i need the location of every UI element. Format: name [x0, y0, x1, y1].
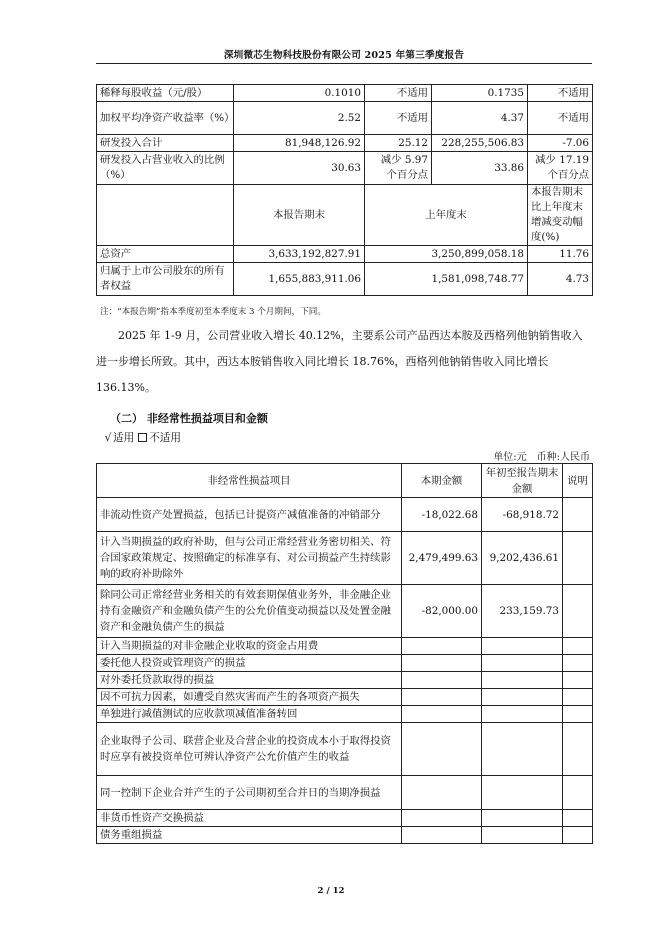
table-cell [563, 706, 593, 723]
table-cell: 4.37 [432, 102, 528, 135]
empty-checkbox-icon [138, 433, 147, 442]
row-label: 加权平均净资产收益率（%） [97, 102, 234, 135]
column-header: 本报告期末比上年度末增减变动幅度(%) [528, 185, 593, 246]
page-number: 2 / 12 [317, 886, 345, 896]
table-cell [402, 706, 482, 723]
table-cell [402, 672, 482, 689]
currency-unit: 单位:元 币种:人民币 [493, 452, 590, 463]
table-row [97, 135, 593, 152]
table-cell: -68,918.72 [482, 498, 563, 532]
table-cell [402, 655, 482, 672]
table-cell [563, 532, 593, 585]
table-cell [563, 655, 593, 672]
table-row [97, 655, 593, 672]
table-cell: 33.86 [432, 152, 528, 185]
table-cell [482, 655, 563, 672]
table-cell: 2,479,499.63 [402, 532, 482, 585]
table-cell [482, 723, 563, 776]
table-cell: -82,000.00 [402, 585, 482, 638]
checkmark-icon: √ [104, 432, 112, 444]
table-cell: 0.1735 [432, 85, 528, 102]
table-cell [563, 585, 593, 638]
table-row [97, 827, 593, 844]
table-cell: 233,159.73 [482, 585, 563, 638]
table-cell [563, 723, 593, 776]
table-row [97, 638, 593, 655]
row-label: 研发投入占营业收入的比例（%） [97, 152, 234, 185]
table-cell [563, 498, 593, 532]
item-cell: 因不可抗力因素，如遭受自然灾害而产生的各项资产损失 [97, 689, 402, 706]
table-cell [402, 810, 482, 827]
applicability-selector [103, 430, 181, 445]
item-cell: 对外委托贷款取得的损益 [97, 672, 402, 689]
item-cell: 单独进行减值测试的应收款项减值准备转回 [97, 706, 402, 723]
table-cell: 25.12 [365, 135, 432, 152]
column-header: 年初至报告期末金额 [482, 464, 563, 498]
table-cell: 2.52 [234, 102, 365, 135]
item-cell: 债务重组损益 [97, 827, 402, 844]
item-cell: 企业取得子公司、联营企业及合营企业的投资成本小于取得投资时应享有被投资单位可辨认净资产公允价值产生的收益 [97, 723, 402, 776]
item-cell: 委托他人投资或管理资产的损益 [97, 655, 402, 672]
table-row [97, 672, 593, 689]
table-subheader-row [97, 185, 593, 246]
table-cell: 3,633,192,827.91 [234, 246, 365, 263]
table-row [97, 723, 593, 776]
item-cell: 除同公司正常经营业务相关的有效套期保值业务外，非金融企业持有金融资产和金融负债产生的公允价值变动损益以及处置金融资产和金融负债产生的损益 [97, 585, 402, 638]
financial-indicators-table [96, 84, 593, 296]
table-cell [482, 638, 563, 655]
table-cell [402, 638, 482, 655]
table-row [97, 706, 593, 723]
item-cell: 计入当期损益的政府补助，但与公司正常经营业务密切相关、符合国家政策规定、按照确定的标准享有、对公司损益产生持续影响的政府补助除外 [97, 532, 402, 585]
table-cell [402, 723, 482, 776]
table-row [97, 585, 593, 638]
table-cell: -18,022.68 [402, 498, 482, 532]
table-cell [563, 810, 593, 827]
table-cell: -7.06 [528, 135, 593, 152]
table-row [97, 263, 593, 296]
table-cell: 228,255,506.83 [432, 135, 528, 152]
row-label: 总资产 [97, 246, 234, 263]
table-cell [402, 776, 482, 810]
table-cell [482, 776, 563, 810]
applicable-label: 适用 [113, 432, 135, 444]
table-cell [482, 827, 563, 844]
paragraph-line: 进一步增长所致。其中，西达本胺销售收入同比增长 18.76%，西格列他钠销售收入同比增长 [96, 355, 549, 368]
table-cell [482, 706, 563, 723]
table-cell: 不适用 [528, 102, 593, 135]
table-cell [482, 689, 563, 706]
table-cell: 11.76 [528, 246, 593, 263]
table-cell: 1,581,098,748.77 [365, 263, 528, 296]
table-row [97, 776, 593, 810]
table-cell [563, 689, 593, 706]
table-cell [402, 827, 482, 844]
row-label: 稀释每股收益（元/股） [97, 85, 234, 102]
table-cell [563, 672, 593, 689]
column-header: 非经常性损益项目 [97, 464, 402, 498]
non-recurring-items-table [96, 463, 593, 844]
table-row [97, 102, 593, 135]
column-header: 上年度末 [365, 185, 528, 246]
table-cell: 4.73 [528, 263, 593, 296]
item-cell: 计入当期损益的对非金融企业收取的资金占用费 [97, 638, 402, 655]
table-cell: 减少 5.97 个百分点 [365, 152, 432, 185]
table-row [97, 85, 593, 102]
row-label: 归属于上市公司股东的所有者权益 [97, 263, 234, 296]
table-cell: 3,250,899,058.18 [365, 246, 528, 263]
table-row [97, 246, 593, 263]
table-cell [482, 810, 563, 827]
table-row [97, 689, 593, 706]
table-cell: 0.1010 [234, 85, 365, 102]
item-cell: 非流动性资产处置损益，包括已计提资产减值准备的冲销部分 [97, 498, 402, 532]
table-cell [563, 776, 593, 810]
column-header: 本期金额 [402, 464, 482, 498]
table-row [97, 152, 593, 185]
table-row [97, 810, 593, 827]
table-row [97, 532, 593, 585]
not-applicable-label: 不适用 [149, 432, 181, 444]
table-cell: 1,655,883,911.06 [234, 263, 365, 296]
table-cell: 不适用 [365, 102, 432, 135]
section-title: （二） 非经常性损益项目和金额 [110, 412, 268, 425]
table-cell: 减少 17.19 个百分点 [528, 152, 593, 185]
table-cell [482, 672, 563, 689]
header-divider [96, 63, 592, 64]
item-cell: 同一控制下企业合并产生的子公司期初至合并日的当期净损益 [97, 776, 402, 810]
table-row [97, 498, 593, 532]
empty-cell [97, 185, 234, 246]
table-cell: 30.63 [234, 152, 365, 185]
table-header-row [97, 464, 593, 498]
table-cell [563, 827, 593, 844]
item-cell: 非货币性资产交换损益 [97, 810, 402, 827]
table-cell: 不适用 [365, 85, 432, 102]
table-cell: 81,948,126.92 [234, 135, 365, 152]
column-header: 本报告期末 [234, 185, 365, 246]
row-label: 研发投入合计 [97, 135, 234, 152]
table-cell: 不适用 [528, 85, 593, 102]
table-cell [402, 689, 482, 706]
column-header: 说明 [563, 464, 593, 498]
table-footnote: 注：“本报告期”指本季度初至本季度末 3 个月期间，下同。 [100, 307, 326, 317]
paragraph-line: 136.13%。 [96, 381, 156, 394]
table-cell: 9,202,436.61 [482, 532, 563, 585]
paragraph-line: 2025 年 1-9 月，公司营业收入增长 40.12%，主要系公司产品西达本胺及西格列他钠销售收入 [118, 329, 583, 342]
document-header: 深圳微芯生物科技股份有限公司 2025 年第三季度报告 [223, 50, 465, 61]
table-cell [563, 638, 593, 655]
